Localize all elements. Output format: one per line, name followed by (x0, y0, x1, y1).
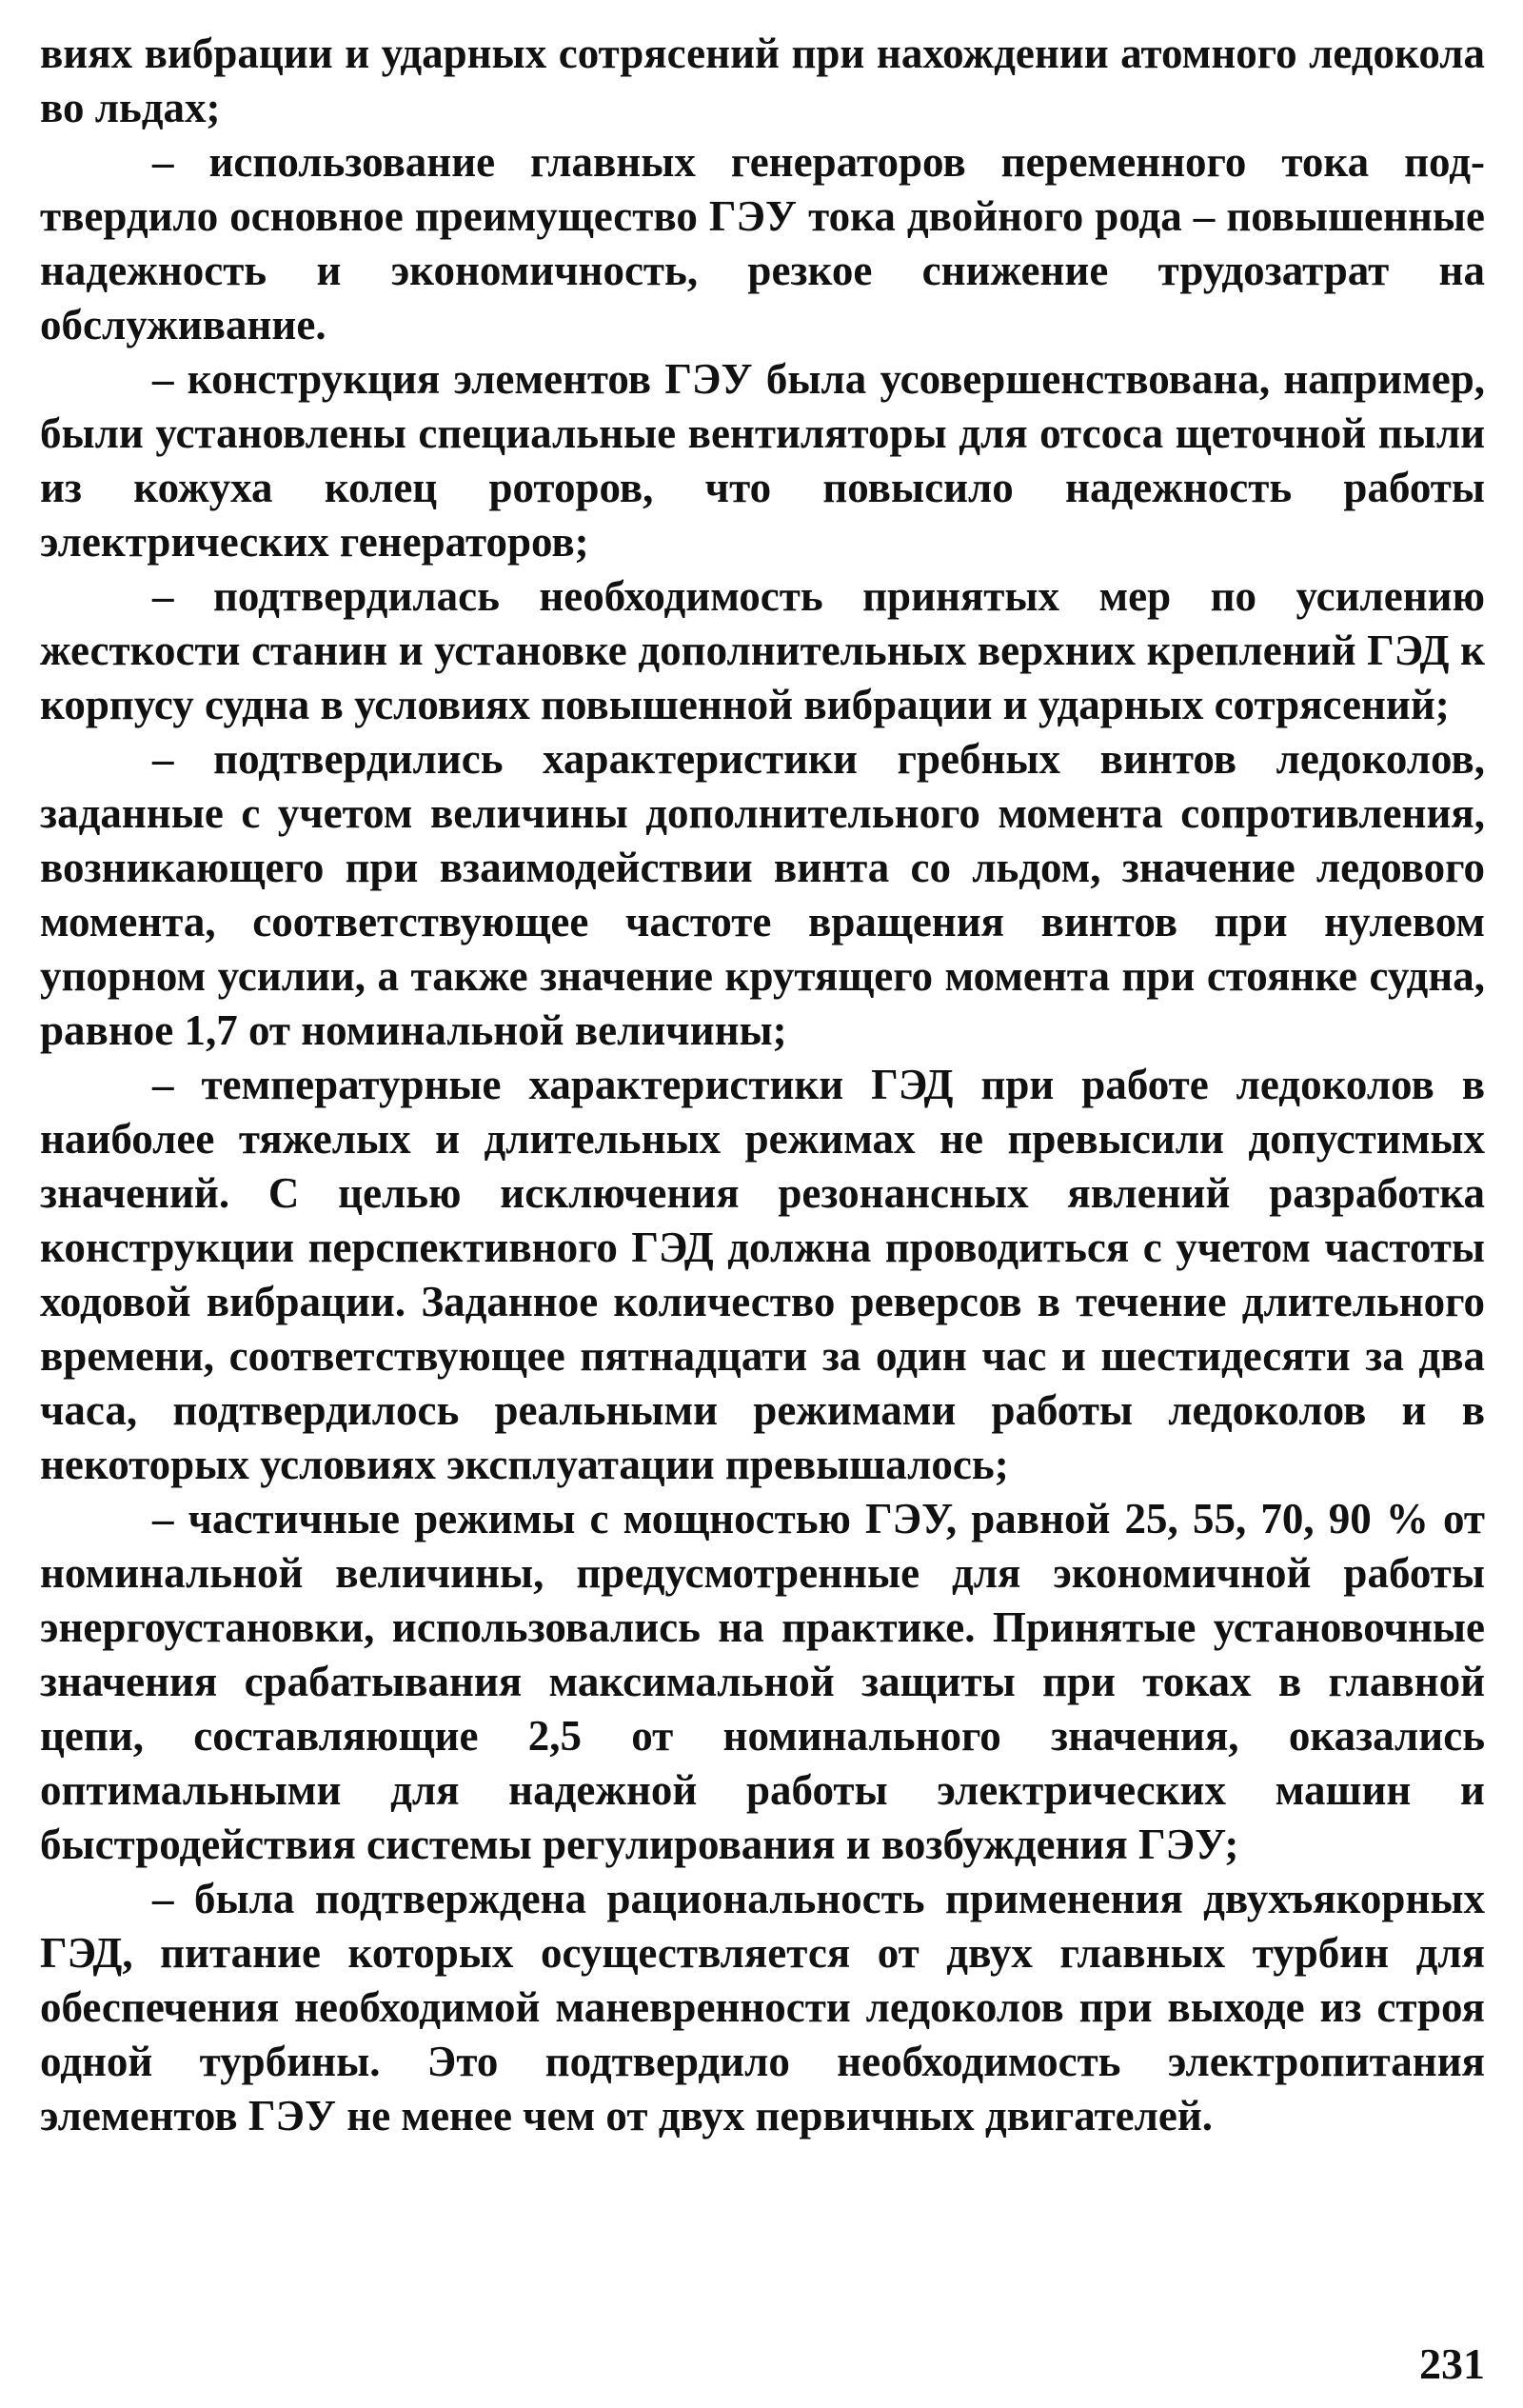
document-page (40, 27, 1485, 2388)
page-number: 231 (1419, 2339, 1485, 2388)
paragraph-frame-rigidity: – подтвердилась необходимость принятых мер по усилению жесткости станин и установке дополнительных верхних креплений ГЭД к корпусу судна в условиях повышенной вибрации и ударных сотрясений; (40, 572, 1485, 728)
paragraph-temperature-characteristics: – температурные характеристики ГЭД при работе ледоколов в наиболее тяжелых и длительных режимах не превысили допустимых значений. С целью исключения резонансных явлений разработка конструкции перспективного ГЭД должна проводиться с учетом частоты ходовой вибрации. Заданное количество реверсов в течение длительного времени, соответствующее пятнадцати за один час и шестидесяти за два часа, подтвердилось реальными режимами работы ледоколов и в некоторых условиях эксплуатации превышалось; (40, 1061, 1485, 1488)
paragraph-construction-improved: – конструкция элементов ГЭУ была усовершенствована, например, были установлены специальные вентиляторы для отсоса щеточной пыли из кожуха колец роторов, что повысило надежность работы электрических генераторов; (40, 355, 1485, 566)
paragraph-dual-armature-motors: – была подтверждена рациональность применения двухъякорных ГЭД, питание которых осуществляется от двух главных турбин для обеспечения необходимой маневренности ледоколов при выходе из строя одной турбины. Это подтвердило необходимость электропитания элементов ГЭУ не менее чем от двух первичных двигателей. (40, 1875, 1485, 2139)
paragraph-partial-modes: – частичные режимы с мощностью ГЭУ, равной 25, 55, 70, 90 % от номинальной величины, предусмотренные для экономичной работы энергоустановки, использовались на практике. Принятые установочные значения срабатывания максимальной защиты при токах в главной цепи, составляющие 2,5 от номинального значения, оказались оптимальными для надежной работы электрических машин и быстродействия системы регулирования и возбуждения ГЭУ; (40, 1495, 1485, 1868)
paragraph-continuation: виях вибрации и ударных сотрясений при нахождении атомного ледокола во льдах; (40, 30, 1485, 131)
paragraph-ac-generators: – использование главных генераторов переменного тока подтвердило основное преимущество ГЭУ тока двойного рода – повышенные надежность и экономичность, резкое снижение трудозатрат на обслуживание. (40, 138, 1485, 348)
paragraph-propeller-characteristics: – подтвердились характеристики гребных винтов ледоколов, заданные с учетом величины дополнительного момента сопротивления, возникающего при взаимодействии винта со льдом, значение ледового момента, соответствующее частоте вращения винтов при нулевом упорном усилии, а также значение крутящего момента при стоянке судна, равное 1,7 от номинальной величины; (40, 735, 1485, 1054)
